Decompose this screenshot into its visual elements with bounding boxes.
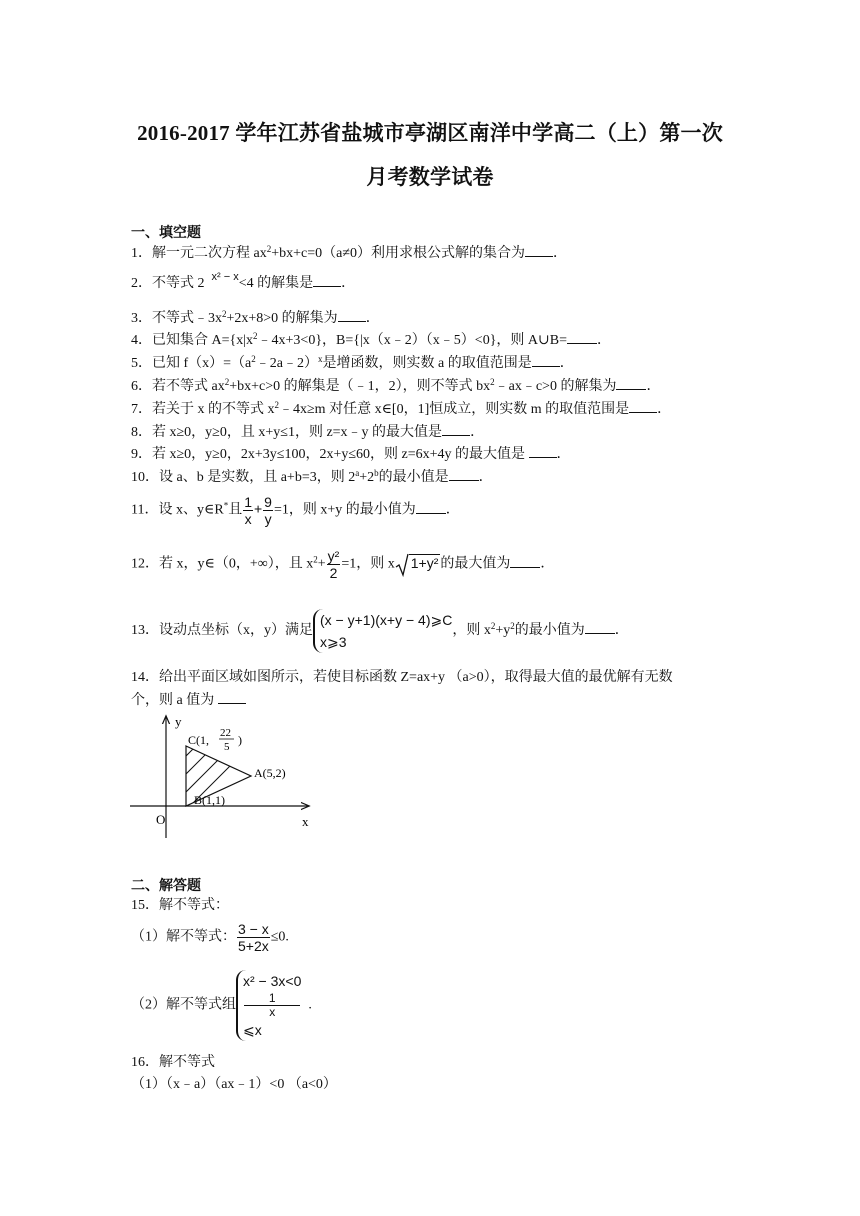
label-a: A(5,2) xyxy=(254,766,286,780)
label-c-den: 5 xyxy=(224,741,230,753)
answer-blank xyxy=(532,366,560,367)
question-5: 5．已知 $f(x)=(a^2﹣2a﹣2)^x$是增函数，则实数 a 的取值范围是 ． xyxy=(131,354,574,371)
question-8: 8．若 x≥0，y≥0，且 x+y≤1，则 z=x﹣y 的最大值是 ． xyxy=(131,425,485,440)
fraction-9-over-y: $\frac{9}{y}$ xyxy=(264,494,272,527)
question-16-part-1: （1）（x﹣a）（ax﹣1）<0 （a<0） xyxy=(131,1077,337,1092)
title-line-1: 2016-2017 学年江苏省盐城市亭湖区南洋中学高二（上）第一次 xyxy=(137,121,723,145)
fraction-1-over-x: $\frac{1}{x}$ xyxy=(244,494,252,527)
answer-blank xyxy=(585,633,615,634)
inequality-system: (x − y+1)(x+y − 4)⩾C x⩾3 xyxy=(313,609,452,653)
question-14-line-1: 14．给出平面区域如图所示，若使目标函数 Z=ax+y （a>0），取得最大值的最优解有无数 xyxy=(131,670,673,685)
question-4: 4．已知集合 $A=\{x|x^2﹣4x+3<0\}$，B={|x（x﹣2）（x﹣5）<0}，则 A∪B= ． xyxy=(131,331,611,348)
question-7: 7．若关于 x 的不等式 $x^2﹣4x\ge m$ 对任意 x∈[0，1]恒成立，则实数 m 的取值范围是 ． xyxy=(131,400,672,417)
answer-blank xyxy=(567,343,597,344)
question-15-part-2: （2）解不等式组 x² − 3x<0 1 x ⩽x . xyxy=(131,970,312,1041)
sqrt-expression: 1+y² xyxy=(395,553,441,577)
label-c-num: 22 xyxy=(220,727,231,739)
answer-blank xyxy=(510,567,540,568)
label-c-close: ) xyxy=(238,733,242,747)
section-fill-in: 一、填空题 xyxy=(131,226,201,241)
question-2: 2．不等式 2 $^{x^2 - x}$<4 的解集是 ． xyxy=(131,271,356,291)
question-15-head: 15．解不等式： xyxy=(131,898,229,913)
answer-blank xyxy=(442,435,470,436)
answer-blank xyxy=(629,412,657,413)
answer-blank xyxy=(218,703,246,704)
answer-blank xyxy=(449,480,479,481)
question-1: 1．解一元二次方程 $ax^2+bx+c=0(a\ne 0)$利用求根公式解的集合为 ． xyxy=(131,244,568,261)
answer-blank xyxy=(416,513,446,514)
answer-blank xyxy=(529,457,557,458)
title-line-2: 月考数学试卷 xyxy=(366,165,494,189)
question-16-head: 16．解不等式 xyxy=(131,1055,215,1070)
question-3: 3．不等式$﹣3x^2+2x+8>0$ 的解集为 ． xyxy=(131,309,380,326)
label-x: x xyxy=(302,814,309,829)
question-6: 6．若不等式 $ax^2+bx+c>0$ 的解集是（﹣1，2），则不等式 $bx^2﹣ax﹣c>0$ 的解集为 ． xyxy=(131,377,661,394)
fraction-y2-over-2: $\frac{\text{y²}}{2}$ xyxy=(327,548,340,581)
answer-blank xyxy=(525,256,553,257)
question-15-part-1: （1）解不等式： $\frac{3 - x}{5+2x}$ ≤0. xyxy=(131,921,289,954)
label-origin: O xyxy=(156,812,166,827)
question-12: 12．若 x，y∈（0，+∞），且 $x^2+$ $\frac{\text{y²}}{2}$ =1，则 x 1+y² 的最大值为 ． xyxy=(131,548,555,581)
fraction-1-over-x: 1 x xyxy=(244,992,300,1019)
section-answer: 二、解答题 xyxy=(131,879,201,894)
region-figure xyxy=(128,712,328,844)
inequality-system: x² − 3x<0 1 x ⩽x xyxy=(236,970,301,1041)
question-9: 9．若 x≥0，y≥0，2x+3y≤100，2x+y≤60，则 z=6x+4y 的最大值是 ． xyxy=(131,447,571,462)
answer-blank xyxy=(338,321,366,322)
label-y: y xyxy=(175,714,182,729)
label-b: B(1,1) xyxy=(194,793,225,807)
label-c: C(1, xyxy=(188,733,209,747)
answer-blank xyxy=(313,286,341,287)
question-13: 13．设动点坐标（x，y）满足 (x − y+1)(x+y − 4)⩾C x⩾3 ，则 $x^2+y^2$的最小值为 ． xyxy=(131,609,629,653)
answer-blank xyxy=(616,389,646,390)
question-10: 10．设 a、b 是实数，且 a+b=3，则 $2^a+2^b$的最小值是 ． xyxy=(131,468,493,485)
question-11: 11．设 x、y∈R*且 $\frac{1}{x}$ + $\frac{9}{y}$ =1，则 x+y 的最小值为 ． xyxy=(131,494,460,527)
fraction-expression: $\frac{3 - x}{5+2x}$ xyxy=(238,921,269,954)
question-14-line-2: 个，则 a 值为 xyxy=(131,693,246,709)
